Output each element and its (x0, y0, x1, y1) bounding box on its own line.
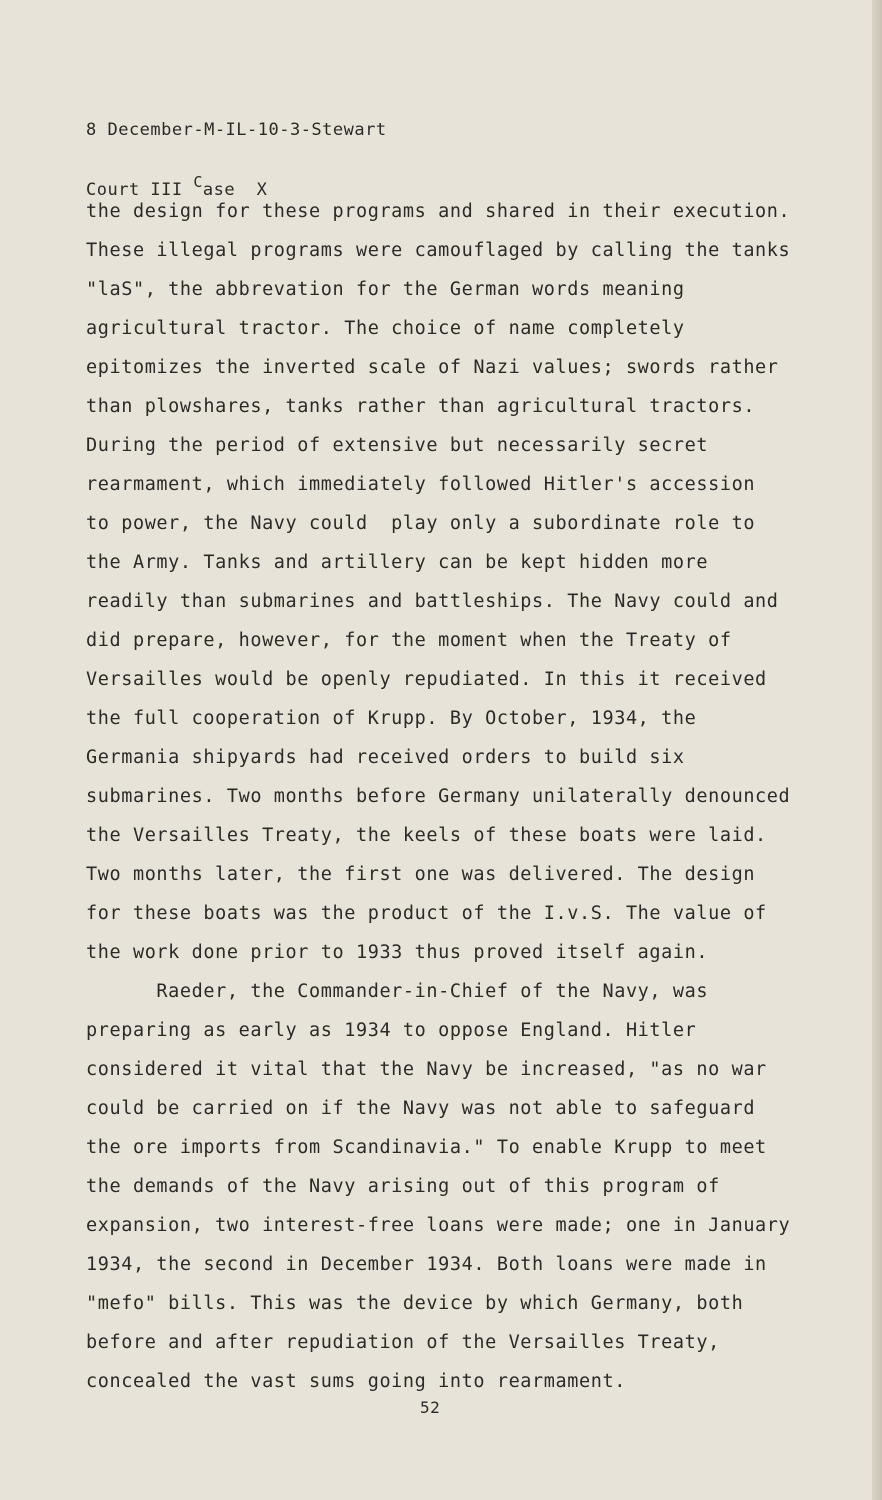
body-line: During the period of extensive but necessarily secret (86, 435, 709, 456)
body-line: "mefo" bills. This was the device by which Germany, both (86, 1293, 744, 1314)
header-case: ase X (202, 180, 268, 200)
body-line: considered it vital that the Navy be increased, "as no war (86, 1059, 767, 1080)
body-line: Versailles would be openly repudiated. In this it received (86, 669, 767, 690)
body-line: submarines. Two months before Germany unilaterally denounced (86, 786, 791, 807)
header-line-1: 8 December-M-IL-10-3-Stewart (86, 120, 387, 140)
body-line: concealed the vast sums going into rearmament. (86, 1371, 626, 1392)
body-line: the demands of the Navy arising out of this program of (86, 1176, 720, 1197)
body-line: agricultural tractor. The choice of name completely (86, 318, 685, 339)
body-line: for these boats was the product of the I.v.S. The value of (86, 903, 767, 924)
body-line: rearmament, which immediately followed Hitler's accession (86, 474, 756, 495)
body-line: Raeder, the Commander-in-Chief of the Navy, was (86, 981, 709, 1002)
body-line: to power, the Navy could play only a subordinate role to (86, 513, 756, 534)
body-line: the Army. Tanks and artillery can be kept hidden more (86, 552, 709, 573)
body-line: Germania shipyards had received orders to build six (86, 747, 685, 768)
body-line: the design for these programs and shared in their execution. (86, 201, 791, 222)
body-text (86, 192, 806, 1401)
body-line: than plowshares, tanks rather than agricultural tractors. (86, 396, 756, 417)
body-line: readily than submarines and battleships. The Navy could and (86, 591, 779, 612)
body-line: Two months later, the first one was delivered. The design (86, 864, 756, 885)
header-court: Court III (86, 180, 194, 200)
body-line: the ore imports from Scandinavia." To enable Krupp to meet (86, 1137, 767, 1158)
page-edge (872, 0, 882, 1500)
body-line: the full cooperation of Krupp. By October, 1934, the (86, 708, 697, 729)
body-line: did prepare, however, for the moment when the Treaty of (86, 630, 732, 651)
page-number: 52 (420, 1398, 441, 1417)
body-line: epitomizes the inverted scale of Nazi values; swords rather (86, 357, 779, 378)
body-line: expansion, two interest-free loans were made; one in January (86, 1215, 791, 1236)
body-line: could be carried on if the Navy was not able to safeguard (86, 1098, 756, 1119)
body-line: before and after repudiation of the Versailles Treaty, (86, 1332, 720, 1353)
body-line: These illegal programs were camouflaged by calling the tanks (86, 240, 791, 261)
body-line: the work done prior to 1933 thus proved itself again. (86, 942, 709, 963)
body-line: 1934, the second in December 1934. Both loans were made in (86, 1254, 767, 1275)
body-line: preparing as early as 1934 to oppose England. Hitler (86, 1020, 697, 1041)
body-line: the Versailles Treaty, the keels of these boats were laid. (86, 825, 767, 846)
header-case-c: C (193, 173, 203, 191)
body-line: "laS", the abbrevation for the German words meaning (86, 279, 685, 300)
